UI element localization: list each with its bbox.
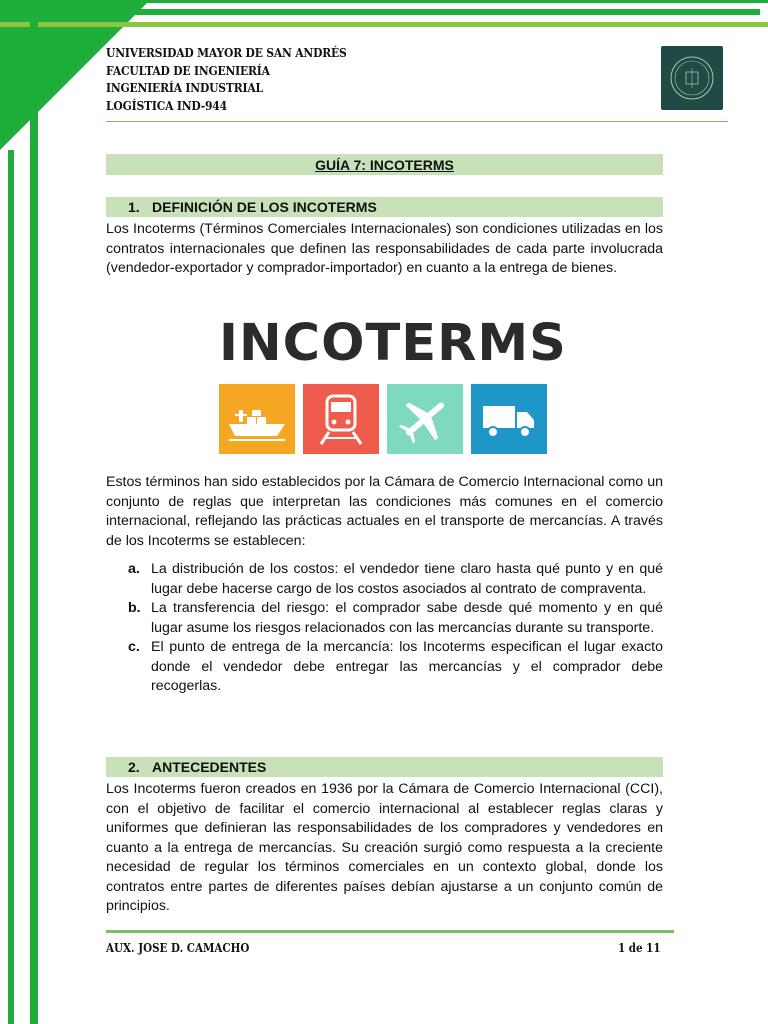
- document-title-bar: [106, 154, 663, 175]
- page-number: 1 de 11: [618, 941, 661, 955]
- list-item-text: La distribución de los costos: el vendedor tiene claro hasta qué punto y en qué lugar debe hacerse cargo de los costos asociados al contrato de compraventa.: [151, 561, 663, 597]
- history-paragraph: Los Incoterms fueron creados en 1936 por la Cámara de Comercio Internacional (CCI), con el objetivo de facilitar el comercio internacional al establecer reglas claras y uniformes que definieran las responsabilidades de los compradores y vendedores en cuanto a la entrega de mercancías. Su creación surgió como respuesta a la creciente necesidad de regular los términos comerciales en un contexto global, donde los contratos entre partes de diferentes países debían ajustarse a un conjunto común de principios.: [106, 781, 663, 914]
- train-icon: [303, 384, 379, 454]
- section-number: 1.: [128, 199, 140, 215]
- header-line-career: INGENIERÍA INDUSTRIAL: [106, 80, 263, 95]
- incoterms-wordmark: INCOTERMS: [219, 314, 567, 373]
- section-number: 2.: [128, 759, 140, 775]
- header-line-course: LOGÍSTICA IND-944: [106, 97, 227, 113]
- definition-paragraph: Los Incoterms (Términos Comerciales Internacionales) son condiciones utilizadas en los contratos internacionales que definen las responsabilidades de cada parte involucrada (vendedor-exportador y comprador-importador) en cuanto a la entrega de bienes.: [106, 221, 663, 276]
- ship-icon: [219, 384, 295, 454]
- list-item: [128, 560, 663, 599]
- footer-author: AUX. JOSE D. CAMACHO: [106, 941, 250, 955]
- list-item-text: El punto de entrega de la mercancía: los Incoterms especifican el lugar exacto donde el vendedor debe entregar las mercancías y el comprador debe recogerlas.: [151, 639, 663, 694]
- faculty-seal-logo: [661, 46, 723, 110]
- list-item: [128, 599, 663, 638]
- header-divider: [106, 121, 728, 122]
- incoterms-purposes-list: [128, 560, 663, 697]
- section-title: ANTECEDENTES: [152, 759, 267, 775]
- document-title: GUÍA 7: INCOTERMS: [315, 156, 454, 173]
- truck-icon: [471, 384, 547, 454]
- list-item-text: La transferencia del riesgo: el comprador sabe desde qué momento y en qué lugar asume los riesgos relacionados con las mercancías durante su transporte.: [151, 600, 663, 636]
- footer-divider: [106, 930, 674, 933]
- section-title: DEFINICIÓN DE LOS INCOTERMS: [152, 199, 377, 215]
- header-line-faculty: FACULTAD DE INGENIERÍA: [106, 62, 270, 78]
- institution-header: [106, 44, 467, 114]
- list-item-letter: b.: [128, 600, 141, 616]
- section-heading-definicion: [106, 197, 663, 217]
- list-item-letter: c.: [128, 639, 140, 655]
- list-item-letter: a.: [128, 561, 140, 577]
- airplane-icon: [387, 384, 463, 454]
- section-heading-antecedentes: [106, 757, 663, 777]
- header-line-university: UNIVERSIDAD MAYOR DE SAN ANDRÉS: [106, 45, 347, 60]
- intro-paragraph: Estos términos han sido establecidos por la Cámara de Comercio Internacional como un conjunto de reglas que interpretan las condiciones más comunes en el comercio internacional, reflejando las prácticas actuales en el transporte de mercancías. A través de los Incoterms se establecen:: [106, 474, 663, 549]
- list-item: [128, 638, 663, 697]
